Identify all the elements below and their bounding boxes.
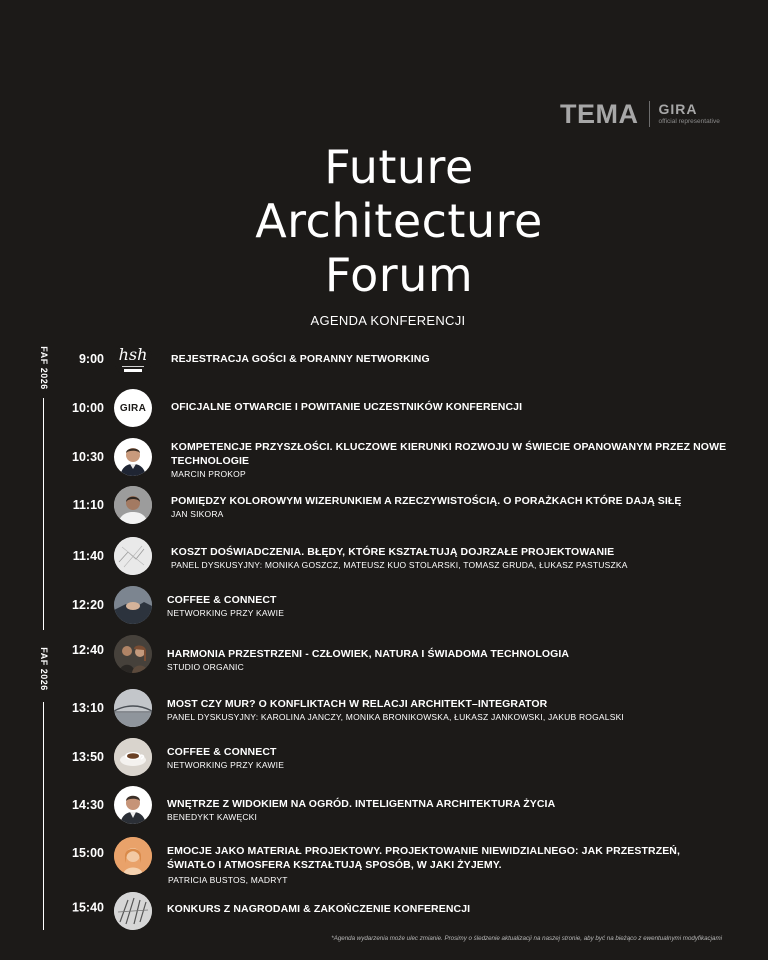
agenda-title: KOSZT DOŚWIADCZENIA. BŁĘDY, KTÓRE KSZTAŁTUJĄ DOJRZAŁE PROJEKTOWANIE (171, 546, 615, 558)
agenda-title: COFFEE & CONNECT (167, 746, 277, 758)
title-line-1: Future (324, 140, 474, 194)
agenda-content (167, 697, 727, 723)
logo-tema-text: TEMA (560, 98, 639, 129)
agenda-item (0, 686, 768, 730)
speaker-photo-icon (114, 786, 152, 824)
tema-gira-logo (560, 98, 720, 130)
hsh-logo-bar (124, 369, 142, 372)
agenda-content (171, 400, 731, 414)
agenda-item (0, 534, 768, 578)
speaker-portrait-svg (114, 786, 152, 824)
gira-logo-icon (114, 389, 152, 427)
agenda-title: POMIĘDZY KOLOROWYM WIZERUNKIEM A RZECZYWISTOŚCIĄ. O PORAŻKACH KTÓRE DAJĄ SIŁĘ (171, 495, 682, 507)
coffee-cup-image-icon (114, 738, 152, 776)
agenda-content (171, 545, 731, 571)
speakers-duo-svg (114, 635, 152, 673)
agenda-content (167, 745, 727, 771)
agenda-time: 11:10 (72, 498, 104, 512)
sketch-image-icon (114, 537, 152, 575)
agenda-speaker: BENEDYKT KAWĘCKI (167, 812, 258, 822)
agenda-content (171, 440, 731, 480)
hsh-logo-text: hsh (118, 344, 148, 364)
bridge-svg (114, 689, 152, 727)
page-subtitle: AGENDA KONFERENCJI (310, 313, 466, 328)
logo-gira-text: GIRA (658, 101, 698, 117)
agenda-time: 12:20 (72, 598, 104, 612)
title-line-2: Architecture (255, 194, 543, 248)
agenda-item (0, 435, 768, 479)
prize-image-icon (114, 892, 152, 930)
agenda-footnote: *Agenda wydarzenia może ulec zmianie. Prosimy o śledzenie aktualizacji na naszej stronie, aby być na bieżąco z ewentualnymi modyfikacjami (331, 935, 722, 942)
speakers-duo-photo-icon (114, 635, 152, 673)
agenda-speaker: NETWORKING PRZY KAWIE (167, 608, 285, 618)
coffee-cup-svg (114, 738, 152, 776)
speaker-photo-icon (114, 837, 152, 875)
agenda-item (0, 632, 768, 676)
logo-right-block (659, 102, 720, 126)
agenda-title: WNĘTRZE Z WIDOKIEM NA OGRÓD. INTELIGENTNA ARCHITEKTURA ŻYCIA (167, 798, 556, 810)
agenda-item (0, 735, 768, 779)
sketch-drawing-svg (114, 537, 152, 575)
side-label-faf-1: FAF 2026 (39, 346, 49, 390)
prize-svg (114, 892, 152, 930)
agenda-speaker: JAN SIKORA (171, 509, 224, 519)
handshake-svg (114, 586, 152, 624)
agenda-time: 13:10 (72, 701, 104, 715)
hsh-logo-icon (114, 340, 152, 378)
agenda-item (0, 386, 768, 430)
agenda-item (0, 783, 768, 827)
logo-tagline: official representative (658, 118, 720, 125)
agenda-title: HARMONIA PRZESTRZENI - CZŁOWIEK, NATURA I ŚWIADOMA TECHNOLOGIA (167, 648, 570, 660)
speaker-photo-icon (114, 438, 152, 476)
speaker-portrait-svg (114, 486, 152, 524)
handshake-image-icon (114, 586, 152, 624)
hsh-logo-underline (122, 366, 144, 367)
speaker-photo-icon (114, 486, 152, 524)
gira-logo-text: GIRA (119, 402, 147, 414)
agenda-item (0, 583, 768, 627)
agenda-item (0, 337, 768, 381)
agenda-speaker: NETWORKING PRZY KAWIE (167, 760, 285, 770)
side-label-faf-2: FAF 2026 (39, 647, 49, 691)
agenda-content (167, 593, 727, 619)
agenda-title: EMOCJE JAKO MATERIAŁ PROJEKTOWY. PROJEKTOWANIE NIEWIDZIALNEGO: JAK PRZESTRZEŃ, ŚWIATŁO I ATMOSFERA KSZTAŁTUJĄ SPOSÓB, W JAKI ŻYJEMY. (167, 845, 681, 871)
agenda-content (167, 647, 727, 673)
agenda-content (171, 352, 731, 366)
agenda-title: MOST CZY MUR? O KONFLIKTACH W RELACJI ARCHITEKT–INTEGRATOR (167, 698, 548, 710)
agenda-time: 15:00 (72, 846, 104, 861)
agenda-time: 14:30 (72, 798, 104, 812)
logo-divider (649, 101, 650, 127)
agenda-time: 13:50 (72, 750, 104, 764)
agenda-title: REJESTRACJA GOŚCI & PORANNY NETWORKING (171, 353, 430, 365)
agenda-speaker: PANEL DYSKUSYJNY: KAROLINA JANCZY, MONIKA BRONIKOWSKA, ŁUKASZ JANKOWSKI, JAKUB ROGALSKI (167, 712, 624, 722)
agenda-item (0, 834, 768, 885)
bridge-image-icon (114, 689, 152, 727)
agenda-content (167, 797, 727, 823)
speaker-portrait-svg (114, 837, 152, 875)
agenda-time: 9:00 (78, 352, 104, 366)
agenda-speaker: PANEL DYSKUSYJNY: MONIKA GOSZCZ, MATEUSZ KUO STOLARSKI, TOMASZ GRUDA, ŁUKASZ PASTUSZKA (171, 560, 628, 570)
agenda-time: 15:40 (72, 900, 104, 915)
agenda-title: OFICJALNE OTWARCIE I POWITANIE UCZESTNIKÓW KONFERENCJI (171, 401, 523, 413)
agenda-speaker: STUDIO ORGANIC (167, 662, 244, 672)
agenda-title: COFFEE & CONNECT (167, 594, 277, 606)
agenda-time: 12:40 (72, 642, 104, 657)
agenda-speaker: PATRICIA BUSTOS, MADRYT (168, 875, 288, 885)
agenda-title: KONKURS Z NAGRODAMI & ZAKOŃCZENIE KONFERENCJI (167, 903, 471, 915)
agenda-time: 11:40 (72, 549, 104, 563)
agenda-speaker: MARCIN PROKOP (171, 469, 246, 479)
agenda-content (171, 494, 731, 520)
agenda-item (0, 483, 768, 527)
agenda-title: KOMPETENCJE PRZYSZŁOŚCI. KLUCZOWE KIERUNKI ROZWOJU W ŚWIECIE OPANOWANYM PRZEZ NOWE TECHNOLOGIE (171, 441, 727, 467)
page-title (0, 140, 768, 302)
agenda-time: 10:00 (72, 401, 104, 415)
agenda-time: 10:30 (72, 450, 104, 464)
speaker-portrait-svg (114, 438, 152, 476)
title-line-3: Forum (324, 248, 474, 302)
agenda-item (0, 889, 768, 933)
agenda-content (167, 844, 727, 886)
agenda-content (167, 902, 727, 916)
